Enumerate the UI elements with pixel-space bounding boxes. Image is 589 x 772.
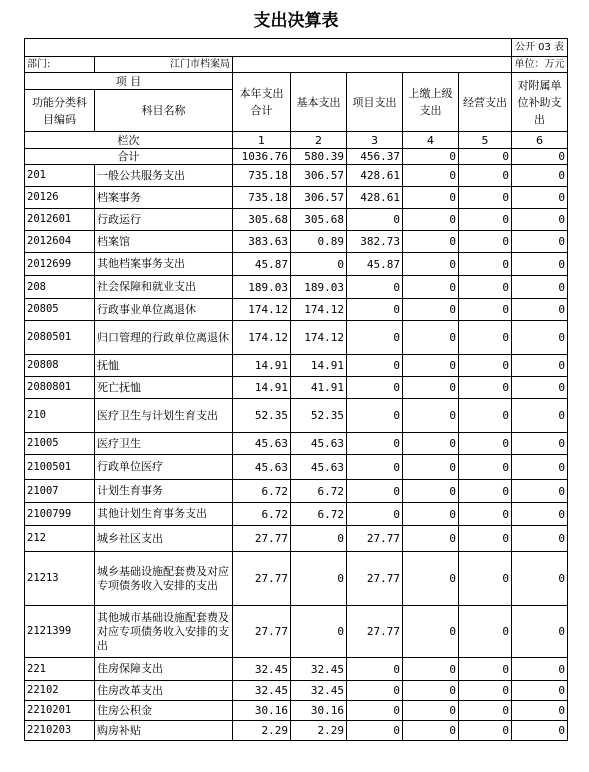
- table-row: [25, 209, 568, 231]
- amount-cell: 0: [347, 377, 403, 399]
- table-row: [25, 455, 568, 480]
- amount-cell: 27.77: [347, 606, 403, 658]
- subject-name: 其他档案事务支出: [95, 253, 233, 276]
- total-row: [25, 149, 568, 165]
- amount-cell: 382.73: [347, 231, 403, 253]
- amount-cell: 27.77: [347, 552, 403, 606]
- table-row: [25, 377, 568, 399]
- amount-cell: 30.16: [291, 701, 347, 721]
- subject-code: 20805: [25, 299, 95, 321]
- amount-cell: 14.91: [291, 355, 347, 377]
- header-name: 科目名称: [95, 90, 233, 132]
- amount-cell: 0: [512, 503, 568, 526]
- subject-code: 2080801: [25, 377, 95, 399]
- amount-cell: 0: [459, 355, 512, 377]
- amount-cell: 0: [459, 681, 512, 701]
- subject-name: 其他城市基础设施配套费及对应专项债务收入安排的支出: [95, 606, 233, 658]
- amount-cell: 189.03: [233, 276, 291, 299]
- amount-cell: 45.87: [347, 253, 403, 276]
- amount-cell: 0: [512, 606, 568, 658]
- table-row: [25, 321, 568, 355]
- subject-code: 212: [25, 526, 95, 552]
- amount-cell: 0: [347, 433, 403, 455]
- amount-cell: 0: [459, 377, 512, 399]
- table-row: [25, 165, 568, 187]
- amount-cell: 0: [512, 455, 568, 480]
- subject-code: 221: [25, 658, 95, 681]
- subject-name: 购房补贴: [95, 721, 233, 741]
- amount-cell: 0: [403, 231, 459, 253]
- subject-code: 208: [25, 276, 95, 299]
- table-row: [25, 658, 568, 681]
- amount-cell: 0: [347, 681, 403, 701]
- amount-cell: 0: [512, 701, 568, 721]
- table-row: [25, 399, 568, 433]
- amount-cell: 174.12: [233, 299, 291, 321]
- total-value: 0: [512, 149, 568, 165]
- amount-cell: 45.63: [233, 455, 291, 480]
- amount-cell: 0: [459, 231, 512, 253]
- subject-code: 21007: [25, 480, 95, 503]
- expenditure-table: [24, 4, 568, 741]
- amount-cell: 0: [512, 355, 568, 377]
- subject-name: 行政运行: [95, 209, 233, 231]
- amount-cell: 32.45: [291, 681, 347, 701]
- expenditure-sheet: [24, 4, 567, 741]
- amount-cell: 0.89: [291, 231, 347, 253]
- subject-code: 2012601: [25, 209, 95, 231]
- amount-cell: 0: [512, 721, 568, 741]
- column-number-row: [25, 132, 568, 149]
- amount-cell: 174.12: [291, 321, 347, 355]
- amount-cell: 27.77: [233, 552, 291, 606]
- amount-cell: 45.63: [233, 433, 291, 455]
- amount-cell: 0: [459, 721, 512, 741]
- amount-cell: 0: [459, 433, 512, 455]
- header-upper: 上缴上级支出: [403, 73, 459, 132]
- amount-cell: 0: [403, 299, 459, 321]
- amount-cell: 0: [403, 681, 459, 701]
- amount-cell: 306.57: [291, 187, 347, 209]
- amount-cell: 0: [347, 455, 403, 480]
- subject-name: 其他计划生育事务支出: [95, 503, 233, 526]
- amount-cell: 0: [512, 321, 568, 355]
- amount-cell: 0: [459, 276, 512, 299]
- amount-cell: 174.12: [291, 299, 347, 321]
- item-header: 项 目: [25, 73, 233, 90]
- amount-cell: 0: [347, 721, 403, 741]
- amount-cell: 0: [347, 480, 403, 503]
- amount-cell: 45.87: [233, 253, 291, 276]
- amount-cell: 6.72: [291, 480, 347, 503]
- amount-cell: 0: [347, 658, 403, 681]
- amount-cell: 0: [512, 165, 568, 187]
- subject-name: 城乡基础设施配套费及对应专项债务收入安排的支出: [95, 552, 233, 606]
- column-number: 5: [459, 132, 512, 149]
- amount-cell: 32.45: [233, 658, 291, 681]
- amount-cell: 0: [512, 681, 568, 701]
- subject-code: 2012604: [25, 231, 95, 253]
- amount-cell: 0: [347, 299, 403, 321]
- amount-cell: 0: [403, 165, 459, 187]
- amount-cell: 0: [459, 399, 512, 433]
- amount-cell: 0: [512, 209, 568, 231]
- amount-cell: 27.77: [347, 526, 403, 552]
- amount-cell: 0: [291, 253, 347, 276]
- table-row: [25, 187, 568, 209]
- amount-cell: 32.45: [233, 681, 291, 701]
- header-code: 功能分类科目编码: [25, 90, 95, 132]
- amount-cell: 0: [347, 399, 403, 433]
- table-row: [25, 721, 568, 741]
- amount-cell: 0: [403, 187, 459, 209]
- total-value: 0: [459, 149, 512, 165]
- column-number: 2: [291, 132, 347, 149]
- subject-name: 行政单位医疗: [95, 455, 233, 480]
- amount-cell: 305.68: [233, 209, 291, 231]
- amount-cell: 0: [459, 503, 512, 526]
- amount-cell: 0: [347, 321, 403, 355]
- amount-cell: 735.18: [233, 187, 291, 209]
- subject-name: 归口管理的行政单位离退休: [95, 321, 233, 355]
- subject-code: 2210201: [25, 701, 95, 721]
- subject-code: 2080501: [25, 321, 95, 355]
- amount-cell: 0: [459, 253, 512, 276]
- amount-cell: 52.35: [233, 399, 291, 433]
- amount-cell: 0: [459, 321, 512, 355]
- amount-cell: 0: [347, 355, 403, 377]
- table-row: [25, 701, 568, 721]
- subject-name: 死亡抚恤: [95, 377, 233, 399]
- amount-cell: 0: [403, 552, 459, 606]
- subject-name: 医疗卫生与计划生育支出: [95, 399, 233, 433]
- subject-name: 住房改革支出: [95, 681, 233, 701]
- unit-label: 单位：万元: [512, 57, 568, 73]
- subject-name: 一般公共服务支出: [95, 165, 233, 187]
- amount-cell: 0: [291, 606, 347, 658]
- subject-name: 计划生育事务: [95, 480, 233, 503]
- amount-cell: 0: [403, 606, 459, 658]
- amount-cell: 0: [512, 658, 568, 681]
- subject-name: 城乡社区支出: [95, 526, 233, 552]
- header-subsidy: 对附属单位补助支出: [512, 73, 568, 132]
- subject-code: 2100501: [25, 455, 95, 480]
- table-row: [25, 355, 568, 377]
- subject-name: 抚恤: [95, 355, 233, 377]
- amount-cell: 45.63: [291, 433, 347, 455]
- amount-cell: 30.16: [233, 701, 291, 721]
- subject-name: 住房保障支出: [95, 658, 233, 681]
- amount-cell: 0: [459, 299, 512, 321]
- table-row: [25, 681, 568, 701]
- department-name: 江门市档案局: [95, 57, 233, 73]
- subject-code: 20126: [25, 187, 95, 209]
- amount-cell: 0: [403, 658, 459, 681]
- total-value: 0: [403, 149, 459, 165]
- amount-cell: 32.45: [291, 658, 347, 681]
- column-number: 6: [512, 132, 568, 149]
- header-business: 经营支出: [459, 73, 512, 132]
- total-value: 580.39: [291, 149, 347, 165]
- table-title: 支出决算表: [25, 4, 568, 39]
- amount-cell: 27.77: [233, 606, 291, 658]
- total-value: 456.37: [347, 149, 403, 165]
- table-row: [25, 503, 568, 526]
- amount-cell: 383.63: [233, 231, 291, 253]
- amount-cell: 0: [403, 721, 459, 741]
- amount-cell: 306.57: [291, 165, 347, 187]
- amount-cell: 0: [512, 480, 568, 503]
- amount-cell: 41.91: [291, 377, 347, 399]
- amount-cell: 0: [512, 187, 568, 209]
- amount-cell: 0: [459, 552, 512, 606]
- amount-cell: 0: [459, 480, 512, 503]
- subject-name: 社会保障和就业支出: [95, 276, 233, 299]
- amount-cell: 0: [512, 276, 568, 299]
- amount-cell: 0: [403, 455, 459, 480]
- amount-cell: 0: [347, 503, 403, 526]
- column-number: 3: [347, 132, 403, 149]
- column-number: 1: [233, 132, 291, 149]
- amount-cell: 0: [459, 606, 512, 658]
- subject-code: 2012699: [25, 253, 95, 276]
- subject-code: 20808: [25, 355, 95, 377]
- table-row: [25, 606, 568, 658]
- amount-cell: 189.03: [291, 276, 347, 299]
- total-label: 合计: [25, 149, 233, 165]
- table-row: [25, 526, 568, 552]
- amount-cell: 0: [291, 526, 347, 552]
- column-number: 4: [403, 132, 459, 149]
- amount-cell: 2.29: [233, 721, 291, 741]
- subject-code: 2121399: [25, 606, 95, 658]
- amount-cell: 0: [403, 433, 459, 455]
- subject-code: 2210203: [25, 721, 95, 741]
- table-row: [25, 253, 568, 276]
- subject-name: 档案事务: [95, 187, 233, 209]
- amount-cell: 0: [459, 455, 512, 480]
- amount-cell: 0: [403, 503, 459, 526]
- amount-cell: 428.61: [347, 165, 403, 187]
- amount-cell: 174.12: [233, 321, 291, 355]
- subject-code: 21005: [25, 433, 95, 455]
- amount-cell: 0: [459, 658, 512, 681]
- form-number: 公开 03 表: [512, 39, 568, 57]
- amount-cell: 45.63: [291, 455, 347, 480]
- total-value: 1036.76: [233, 149, 291, 165]
- table-row: [25, 276, 568, 299]
- amount-cell: 0: [459, 165, 512, 187]
- amount-cell: 0: [459, 526, 512, 552]
- header-total: 本年支出合计: [233, 73, 291, 132]
- amount-cell: 0: [403, 209, 459, 231]
- amount-cell: 0: [512, 399, 568, 433]
- amount-cell: 0: [512, 299, 568, 321]
- amount-cell: 14.91: [233, 377, 291, 399]
- department-label: 部门:: [25, 57, 95, 73]
- amount-cell: 0: [403, 377, 459, 399]
- amount-cell: 0: [291, 552, 347, 606]
- amount-cell: 428.61: [347, 187, 403, 209]
- amount-cell: 0: [512, 552, 568, 606]
- subject-code: 210: [25, 399, 95, 433]
- amount-cell: 6.72: [233, 480, 291, 503]
- amount-cell: 0: [403, 355, 459, 377]
- table-row: [25, 231, 568, 253]
- subject-name: 档案馆: [95, 231, 233, 253]
- amount-cell: 0: [512, 231, 568, 253]
- amount-cell: 6.72: [233, 503, 291, 526]
- amount-cell: 0: [512, 253, 568, 276]
- amount-cell: 0: [403, 321, 459, 355]
- amount-cell: 14.91: [233, 355, 291, 377]
- amount-cell: 0: [347, 276, 403, 299]
- amount-cell: 0: [403, 526, 459, 552]
- header-basic: 基本支出: [291, 73, 347, 132]
- amount-cell: 0: [403, 701, 459, 721]
- amount-cell: 0: [347, 701, 403, 721]
- amount-cell: 305.68: [291, 209, 347, 231]
- amount-cell: 0: [403, 253, 459, 276]
- column-number-label: 栏次: [25, 132, 233, 149]
- amount-cell: 0: [459, 701, 512, 721]
- amount-cell: 0: [403, 480, 459, 503]
- amount-cell: 0: [512, 377, 568, 399]
- amount-cell: 52.35: [291, 399, 347, 433]
- subject-name: 行政事业单位离退休: [95, 299, 233, 321]
- amount-cell: 0: [403, 399, 459, 433]
- amount-cell: 0: [512, 433, 568, 455]
- subject-code: 21213: [25, 552, 95, 606]
- amount-cell: 6.72: [291, 503, 347, 526]
- header-project: 项目支出: [347, 73, 403, 132]
- subject-name: 住房公积金: [95, 701, 233, 721]
- amount-cell: 0: [459, 187, 512, 209]
- table-row: [25, 299, 568, 321]
- amount-cell: 0: [512, 526, 568, 552]
- amount-cell: 2.29: [291, 721, 347, 741]
- amount-cell: 27.77: [233, 526, 291, 552]
- amount-cell: 0: [347, 209, 403, 231]
- subject-code: 22102: [25, 681, 95, 701]
- table-row: [25, 480, 568, 503]
- subject-code: 2100799: [25, 503, 95, 526]
- amount-cell: 0: [403, 276, 459, 299]
- amount-cell: 0: [459, 209, 512, 231]
- subject-name: 医疗卫生: [95, 433, 233, 455]
- table-row: [25, 433, 568, 455]
- subject-code: 201: [25, 165, 95, 187]
- table-row: [25, 552, 568, 606]
- amount-cell: 735.18: [233, 165, 291, 187]
